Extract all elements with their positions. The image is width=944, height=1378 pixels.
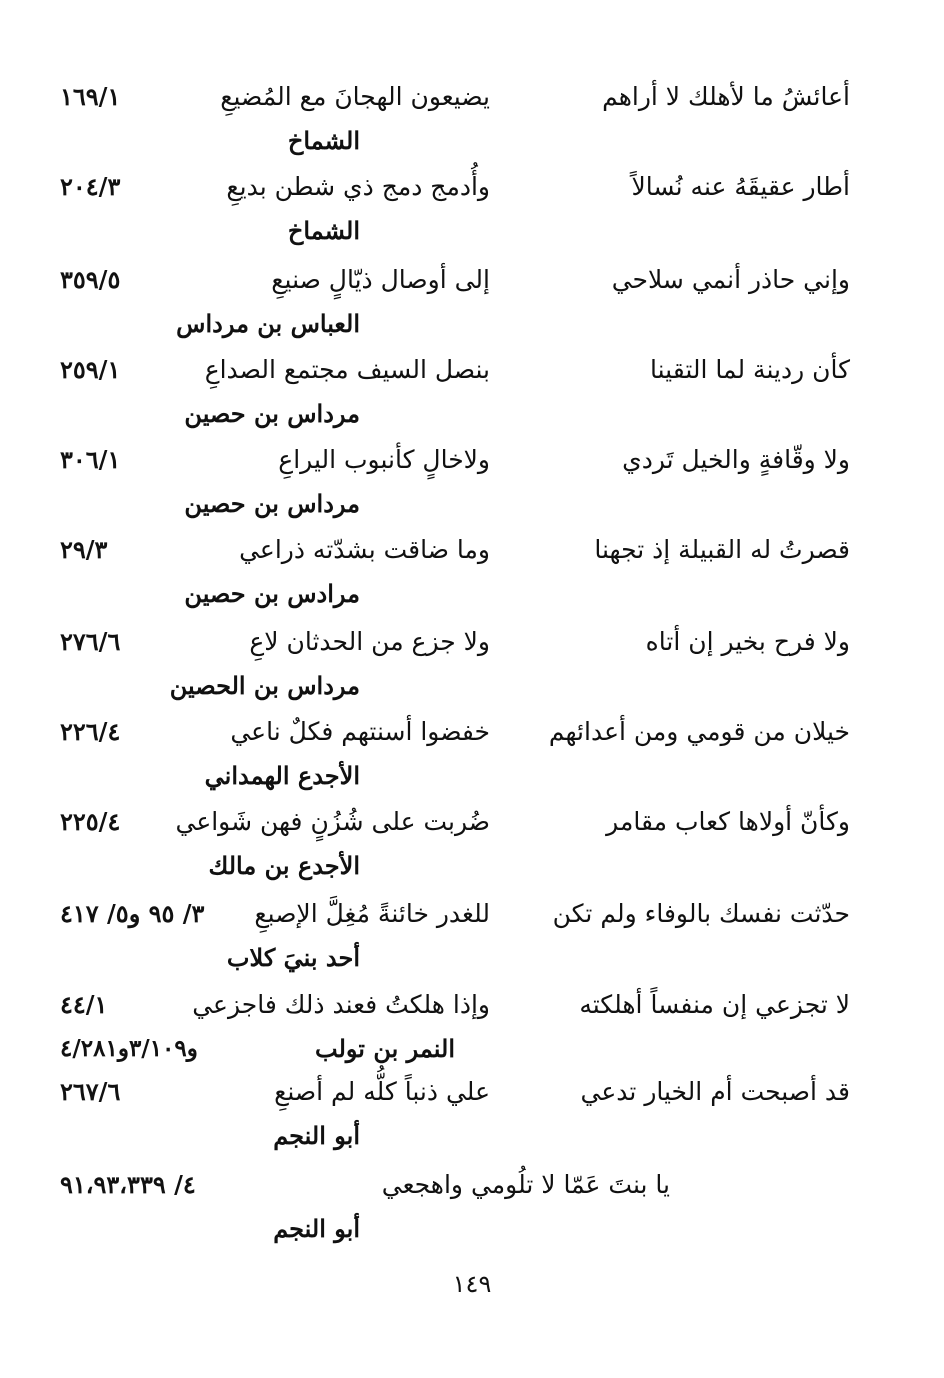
verse-entry bbox=[60, 438, 850, 528]
verse-first-hemistich: كأن ردينة لما التقينا bbox=[650, 355, 850, 384]
verse-line bbox=[60, 1070, 850, 1114]
volume-page-reference: ٤/ ٩١،٩٣،٣٣٩ bbox=[60, 1170, 196, 1199]
verse-line bbox=[60, 892, 850, 936]
volume-page-reference: ٢٠٤/٣ bbox=[60, 172, 121, 201]
verse-entry bbox=[60, 1163, 850, 1253]
volume-page-reference: ١٦٩/١ bbox=[60, 82, 121, 111]
verse-first-hemistich: أعائشُ ما لأهلك لا أراهم bbox=[602, 82, 850, 111]
poet-name: أبو النجم bbox=[273, 1214, 360, 1243]
poet-name: الأجدع الهمداني bbox=[204, 761, 360, 790]
poet-name: الأجدع بن مالك bbox=[208, 851, 360, 880]
poet-name: مرداس بن حصين bbox=[184, 489, 360, 518]
verse-first-hemistich: حدّثت نفسك بالوفاء ولم تكن bbox=[552, 899, 850, 928]
verse-second-hemistich: خفضوا أسنتهم فكلٌ ناعي bbox=[230, 717, 490, 746]
volume-page-reference: ٢٥٩/١ bbox=[60, 355, 121, 384]
volume-page-reference: ٢٦٧/٦ bbox=[60, 1077, 121, 1106]
poet-name: الشماخ bbox=[287, 126, 360, 155]
poet-name: مرداس بن حصين bbox=[184, 399, 360, 428]
volume-page-reference: ٢٢٥/٤ bbox=[60, 807, 121, 836]
verse-first-hemistich: وإني حاذر أنمي سلاحي bbox=[611, 265, 850, 294]
verse-entry bbox=[60, 892, 850, 982]
verse-entry bbox=[60, 983, 850, 1073]
verse-line bbox=[60, 348, 850, 392]
poet-name: الشماخ bbox=[287, 216, 360, 245]
verse-second-hemistich: وإذا هلكتُ فعند ذلك فاجزعي bbox=[192, 990, 490, 1019]
volume-page-reference: ٤٤/١ bbox=[60, 990, 108, 1019]
verse-entry bbox=[60, 528, 850, 618]
verse-line bbox=[60, 1163, 850, 1207]
verse-second-hemistich: علي ذنباً كلُّه لم أصنعِ bbox=[274, 1077, 490, 1106]
verse-entry bbox=[60, 710, 850, 800]
volume-page-reference: ٢٧٦/٦ bbox=[60, 627, 121, 656]
verse-second-hemistich: إلى أوصال ذيّالٍ صنيعِ bbox=[271, 265, 490, 294]
verse-second-hemistich: بنصل السيف مجتمع الصداعِ bbox=[204, 355, 490, 384]
verse-second-hemistich: يضيعون الهجانَ مع المُضيعِ bbox=[220, 82, 490, 111]
verse-second-hemistich: وأُدمج دمج ذي شطن بديعِ bbox=[226, 172, 490, 201]
verse-first-hemistich: ولا وقّافةٍ والخيل تَردي bbox=[622, 445, 850, 474]
poet-name: العباس بن مرداس bbox=[176, 309, 360, 338]
verse-first-hemistich: قد أصبحت أم الخيار تدعي bbox=[580, 1077, 850, 1106]
additional-references: و٣/١٠٩و٤/٢٨١ bbox=[60, 1035, 198, 1062]
volume-page-reference: ٣٥٩/٥ bbox=[60, 265, 121, 294]
verse-first-hemistich: أطار عقيقَهُ عنه نُسالاً bbox=[631, 172, 850, 201]
verse-first-hemistich: لا تجزعي إن منفساً أهلكته bbox=[579, 990, 850, 1019]
verse-first-hemistich: خيلان من قومي ومن أعدائهم bbox=[548, 717, 850, 746]
poet-name: النمر بن تولب bbox=[315, 1034, 455, 1063]
verse-first-hemistich: ولا فرح بخير إن أتاه bbox=[645, 627, 850, 656]
verse-line bbox=[60, 75, 850, 119]
verse-second-hemistich: ضُربت على شُزُنٍ فهن شَواعي bbox=[175, 807, 490, 836]
verse-second-hemistich: ولاخالٍ كأنبوب اليراعِ bbox=[278, 445, 490, 474]
page-number: ١٤٩ bbox=[452, 1270, 492, 1298]
verse-second-hemistich: للغدر خائنةً مُغِلَّ الإصبعِ bbox=[254, 899, 490, 928]
verse-entry bbox=[60, 1070, 850, 1160]
poet-name: أبو النجم bbox=[273, 1121, 360, 1150]
verse-second-hemistich: وما ضاقت بشدّته ذراعي bbox=[239, 535, 490, 564]
verse-full-line: يا بنتَ عَمّا لا تلُومي واهجعي bbox=[381, 1170, 670, 1199]
verse-line bbox=[60, 710, 850, 754]
verse-line bbox=[60, 620, 850, 664]
verse-entry bbox=[60, 165, 850, 255]
verse-second-hemistich: ولا جزع من الحدثان لاعِ bbox=[249, 627, 490, 656]
verse-line bbox=[60, 438, 850, 482]
volume-page-reference: ٢٩/٣ bbox=[60, 535, 108, 564]
verse-first-hemistich: وكأنّ أولاها كعاب مقامر bbox=[606, 807, 850, 836]
verse-entry bbox=[60, 800, 850, 890]
verse-line bbox=[60, 800, 850, 844]
volume-page-reference: ٣٠٦/١ bbox=[60, 445, 121, 474]
poet-name: أحد بنيَ كلاب bbox=[226, 943, 360, 972]
verse-first-hemistich: قصرتُ له القبيلة إذ تجهنا bbox=[594, 535, 850, 564]
verse-entry bbox=[60, 620, 850, 710]
poet-name: مرداس بن الحصين bbox=[169, 671, 360, 700]
verse-line bbox=[60, 258, 850, 302]
verse-line bbox=[60, 528, 850, 572]
verse-line bbox=[60, 983, 850, 1027]
volume-page-reference: ٣/ ٩٥ و٥/ ٤١٧ bbox=[60, 899, 205, 928]
verse-entry bbox=[60, 348, 850, 438]
verse-entry bbox=[60, 258, 850, 348]
verse-entry bbox=[60, 75, 850, 165]
volume-page-reference: ٢٢٦/٤ bbox=[60, 717, 121, 746]
verse-line bbox=[60, 165, 850, 209]
poet-name: مرادس بن حصين bbox=[184, 579, 360, 608]
